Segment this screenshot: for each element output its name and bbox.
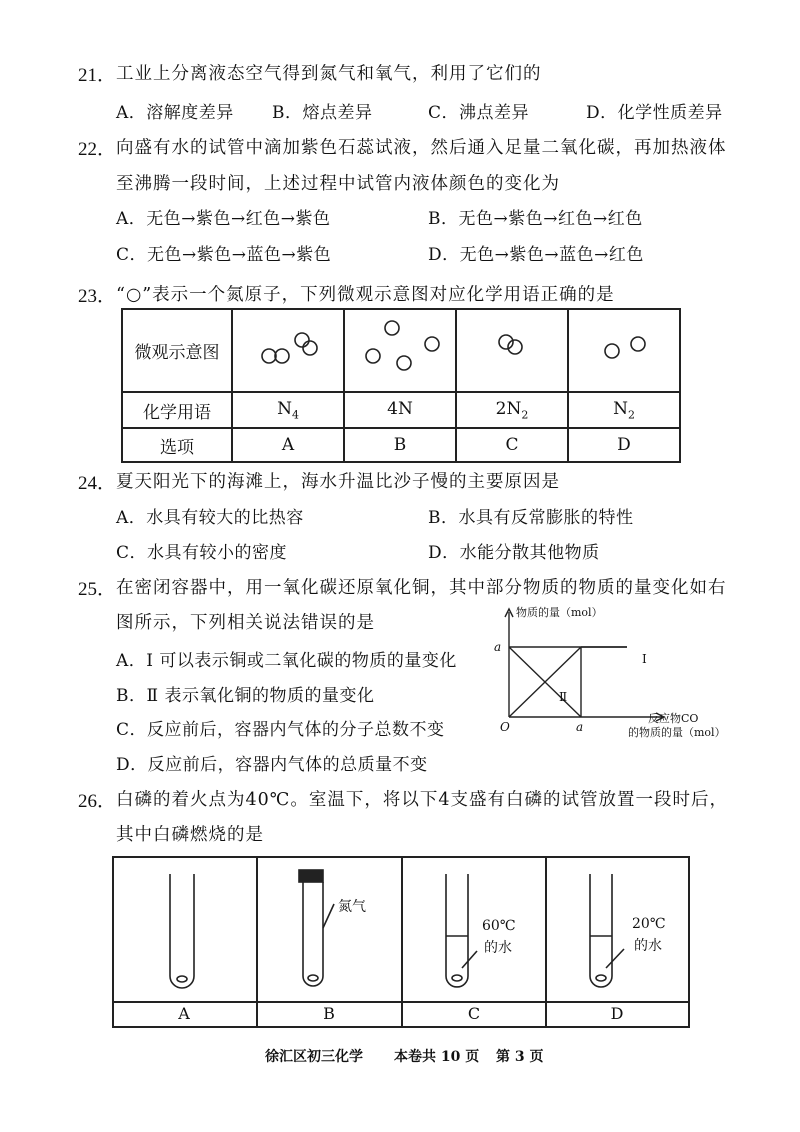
q24-option-c: C．水具有较小的密度 — [116, 543, 288, 563]
q24-option-b: B．水具有反常膨胀的特性 — [428, 508, 634, 528]
q21-stem: 工业上分离液态空气得到氮气和氧气，利用了它们的 — [116, 64, 542, 84]
q26-number: 26． — [78, 791, 117, 812]
q23-diagram-c — [456, 309, 568, 392]
q23-formula-a: $N_4$ — [232, 392, 344, 428]
q26-tubes — [112, 856, 688, 1002]
q25-graph-xlabel-line2: 的物质的量（mol） — [628, 726, 726, 739]
q22-stem-line2: 至沸腾一段时间，上述过程中试管内液体颜色的变化为 — [116, 174, 560, 194]
q25-number: 25． — [78, 579, 117, 600]
q23-diagram-d — [568, 309, 680, 392]
q23-stem: “○”表示一个氮原子，下列微观示意图对应化学用语正确的是 — [116, 285, 615, 305]
q21-option-a: A．溶解度差异 — [116, 103, 234, 123]
footer-district: 徐汇区初三化学 — [265, 1049, 363, 1065]
q21-number: 21． — [78, 65, 117, 86]
tube-a — [170, 874, 194, 988]
q22-option-b: B．无色→紫色→红色→红色 — [428, 209, 643, 229]
q23-diagram-b — [344, 309, 456, 392]
q23-row-label-formula: 化学用语 — [122, 392, 232, 428]
footer-page-number: 第 3 页 — [496, 1049, 544, 1065]
q25-graph-xtick: a — [576, 720, 584, 734]
q26-d-water-label-2: 的水 — [634, 938, 662, 954]
q26-stem-line2: 其中白磷燃烧的是 — [116, 825, 264, 845]
tube-b — [299, 870, 334, 986]
q24-option-a: A．水具有较大的比热容 — [116, 508, 304, 528]
q25-graph-origin: O — [500, 720, 510, 734]
q25-stem-line1: 在密闭容器中，用一氧化碳还原氧化铜，其中部分物质的物质的量变化如右 — [116, 578, 727, 598]
q25-graph-ytick: a — [494, 640, 502, 654]
q26-c-water-label-1: 60℃ — [482, 918, 516, 934]
diagram-b-atoms — [345, 310, 455, 386]
q26-choice-c: C — [467, 1004, 481, 1023]
q23-row-label-choice: 选项 — [122, 428, 232, 462]
q24-stem: 夏天阳光下的海滩上，海水升温比沙子慢的主要原因是 — [116, 472, 560, 492]
q25-graph-line1-label: Ⅰ — [642, 652, 647, 666]
q23-formula-b: 4N — [344, 392, 456, 428]
q23-formula-c: $2N_2$ — [456, 392, 568, 428]
tube-d — [590, 874, 624, 987]
q26-c-water-label-2: 的水 — [484, 940, 512, 956]
q21-option-d: D．化学性质差异 — [586, 103, 723, 123]
q25-option-c: C．反应前后，容器内气体的分子总数不变 — [116, 720, 445, 740]
q25-graph-line2-label: Ⅱ — [559, 690, 568, 704]
q25-graph — [486, 600, 726, 740]
q23-choice-a: A — [232, 428, 344, 462]
q23-number: 23． — [78, 286, 117, 307]
q22-option-a: A．无色→紫色→红色→紫色 — [116, 209, 331, 229]
q23-diagram-a — [232, 309, 344, 392]
q24-option-d: D．水能分散其他物质 — [428, 543, 600, 563]
q22-option-d: D．无色→紫色→蓝色→红色 — [428, 245, 644, 265]
footer-total-pages: 本卷共 10 页 — [394, 1049, 480, 1065]
tube-c — [446, 874, 477, 987]
q23-choice-d: D — [568, 428, 680, 462]
q22-stem-line1: 向盛有水的试管中滴加紫色石蕊试液，然后通入足量二氧化碳，再加热液体 — [116, 138, 727, 158]
q23-table — [121, 308, 681, 463]
q26-choice-b: B — [323, 1004, 335, 1023]
q26-stem-line1: 白磷的着火点为40℃。室温下，将以下4支盛有白磷的试管放置一段时后， — [116, 790, 728, 810]
q21-option-b: B．熔点差异 — [272, 103, 373, 123]
q26-b-gas-label: 氮气 — [338, 899, 366, 915]
q23-choice-c: C — [456, 428, 568, 462]
q21-option-c: C．沸点差异 — [428, 103, 530, 123]
q25-option-b: B．Ⅱ 表示氧化铜的物质的量变化 — [116, 686, 375, 706]
q25-graph-xlabel-line1: 反应物CO — [648, 712, 699, 725]
q23-row-label-diagram: 微观示意图 — [122, 309, 232, 392]
q22-number: 22． — [78, 139, 117, 160]
q25-option-a: A．Ⅰ 可以表示铜或二氧化碳的物质的量变化 — [116, 651, 457, 671]
q23-formula-d: $N_2$ — [568, 392, 680, 428]
q26-d-water-label-1: 20℃ — [632, 916, 666, 932]
q25-stem-line2: 图所示，下列相关说法错误的是 — [116, 613, 375, 633]
q26-choice-d: D — [610, 1004, 624, 1023]
q26-choice-a: A — [178, 1004, 190, 1023]
diagram-d-atoms — [569, 310, 679, 386]
diagram-a-atoms — [233, 310, 343, 386]
q23-choice-b: B — [344, 428, 456, 462]
q22-option-c: C．无色→紫色→蓝色→紫色 — [116, 245, 332, 265]
q25-graph-ylabel: 物质的量（mol） — [516, 606, 603, 619]
q24-number: 24． — [78, 473, 117, 494]
q25-option-d: D．反应前后，容器内气体的总质量不变 — [116, 755, 428, 775]
diagram-c-atoms — [457, 310, 567, 386]
